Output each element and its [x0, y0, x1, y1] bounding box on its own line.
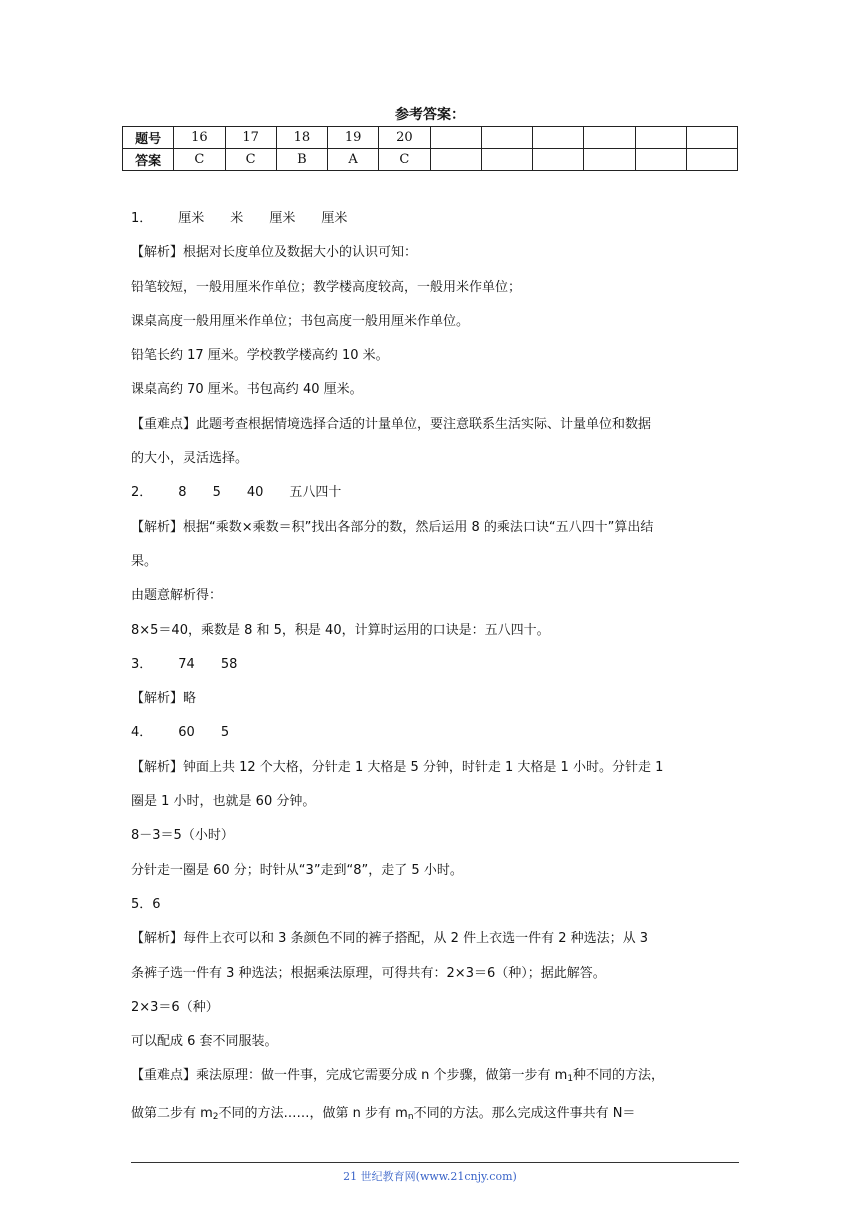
q4-blank-a: 60 — [178, 725, 195, 741]
table-cell — [481, 127, 532, 149]
answer-table — [122, 126, 738, 171]
table-cell — [686, 149, 737, 171]
table-cell: 20 — [379, 127, 430, 149]
table-cell — [430, 127, 481, 149]
q1-line: 课桌高约 70 厘米。书包高约 40 厘米。 — [131, 382, 363, 398]
q1-number: 1． — [131, 211, 153, 226]
table-cell — [584, 127, 635, 149]
q2-answer — [131, 476, 741, 510]
q2-analysis-cont: 果。 — [131, 553, 158, 569]
q5-answer: 5．6 — [131, 896, 161, 912]
q4-line: 8－3＝5（小时） — [131, 828, 234, 844]
q1-key-point-cont: 的大小，灵活选择。 — [131, 451, 249, 467]
table-cell: C — [174, 149, 225, 171]
q5-key-text: 不同的方法……，做第 n 步有 m — [218, 1105, 408, 1121]
q4-answer — [131, 716, 741, 750]
q3-blank-a: 74 — [178, 656, 195, 672]
q5-key-text: 做第二步有 m — [131, 1105, 213, 1121]
q5-key-text: 不同的方法。那么完成这件事共有 N＝ — [413, 1105, 636, 1121]
table-cell: C — [379, 149, 430, 171]
table-row-answers — [123, 149, 738, 171]
q1-blank-d: 厘米 — [321, 211, 348, 226]
q5-key-text: 【重难点】乘法原理：做一件事，完成它需要分成 n 个步骤，做第一步有 m — [131, 1068, 568, 1084]
table-cell: A — [328, 149, 379, 171]
row-header-number: 题号 — [123, 127, 174, 149]
q2-blank-a: 8 — [178, 485, 187, 501]
table-cell: B — [276, 149, 327, 171]
q2-blank-c: 40 — [246, 485, 264, 501]
q3-answer — [131, 648, 741, 682]
q2-blank-d: 五八四十 — [289, 485, 342, 501]
q4-line: 分针走一圈是 60 分；时针从“3”走到“8”，走了 5 小时。 — [131, 862, 463, 878]
q1-analysis: 【解析】根据对长度单位及数据大小的认识可知： — [131, 245, 418, 261]
table-cell — [635, 127, 686, 149]
q3-blank-b: 58 — [220, 656, 238, 672]
subscript: n — [407, 1111, 414, 1122]
q5-line: 2×3＝6（种） — [131, 999, 219, 1015]
subscript: 1 — [567, 1074, 574, 1085]
subscript: 2 — [212, 1111, 219, 1122]
table-cell — [533, 127, 584, 149]
table-cell — [635, 149, 686, 171]
q1-line: 铅笔长约 17 厘米。学校教学楼高约 10 米。 — [131, 348, 389, 364]
table-cell — [481, 149, 532, 171]
q1-answer — [131, 202, 741, 236]
q4-number: 4． — [131, 725, 153, 741]
q3-number: 3． — [131, 656, 153, 672]
q2-line: 由题意解析得： — [131, 588, 223, 604]
table-cell — [430, 149, 481, 171]
q4-analysis: 【解析】钟面上共 12 个大格，分针走 1 大格是 5 分钟，时针走 1 大格是 1 小时。分针走 1 — [131, 759, 664, 775]
q1-line: 课桌高度一般用厘米作单位；书包高度一般用厘米作单位。 — [131, 313, 470, 329]
q5-key-point — [131, 1059, 741, 1096]
q5-analysis: 【解析】每件上衣可以和 3 条颜色不同的裤子搭配，从 2 件上衣选一件有 2 种选法；从 3 — [131, 931, 649, 947]
table-cell: C — [225, 149, 276, 171]
table-cell: 17 — [225, 127, 276, 149]
q4-analysis-cont: 圈是 1 小时，也就是 60 分钟。 — [131, 794, 316, 810]
table-cell: 18 — [276, 127, 327, 149]
page-title: 参考答案： — [395, 107, 465, 123]
q2-analysis: 【解析】根据“乘数×乘数＝积”找出各部分的数，然后运用 8 的乘法口诀“五八四十”算出结 — [131, 519, 654, 535]
table-cell — [584, 149, 635, 171]
q5-line: 可以配成 6 套不同服装。 — [131, 1034, 278, 1050]
q5-key-point-cont — [131, 1097, 741, 1134]
q2-blank-b: 5 — [212, 485, 221, 501]
footer-divider — [131, 1162, 739, 1163]
q1-blank-a: 厘米 — [178, 211, 205, 226]
table-cell: 16 — [174, 127, 225, 149]
footer-text: 21 世纪教育网(www.21cnjy.com) — [343, 1170, 517, 1183]
q3-analysis: 【解析】略 — [131, 691, 197, 707]
table-cell: 19 — [328, 127, 379, 149]
q1-key-point: 【重难点】此题考查根据情境选择合适的计量单位，要注意联系生活实际、计量单位和数据 — [131, 416, 652, 432]
q4-blank-b: 5 — [220, 725, 230, 741]
q2-line: 8×5＝40，乘数是 8 和 5，积是 40，计算时运用的口诀是：五八四十。 — [131, 622, 550, 638]
table-row-numbers — [123, 127, 738, 149]
q1-line: 铅笔较短，一般用厘米作单位；教学楼高度较高，一般用米作单位； — [131, 279, 522, 295]
q2-number: 2． — [131, 485, 153, 501]
q1-blank-c: 厘米 — [269, 211, 296, 226]
table-cell — [686, 127, 737, 149]
q5-analysis-cont: 条裤子选一件有 3 种选法；根据乘法原理，可得共有：2×3＝6（种）；据此解答。 — [131, 965, 606, 981]
answer-content — [131, 202, 741, 1134]
q1-blank-b: 米 — [230, 211, 244, 226]
q5-key-text: 种不同的方法， — [573, 1068, 665, 1084]
row-header-answer: 答案 — [123, 149, 174, 171]
table-cell — [533, 149, 584, 171]
